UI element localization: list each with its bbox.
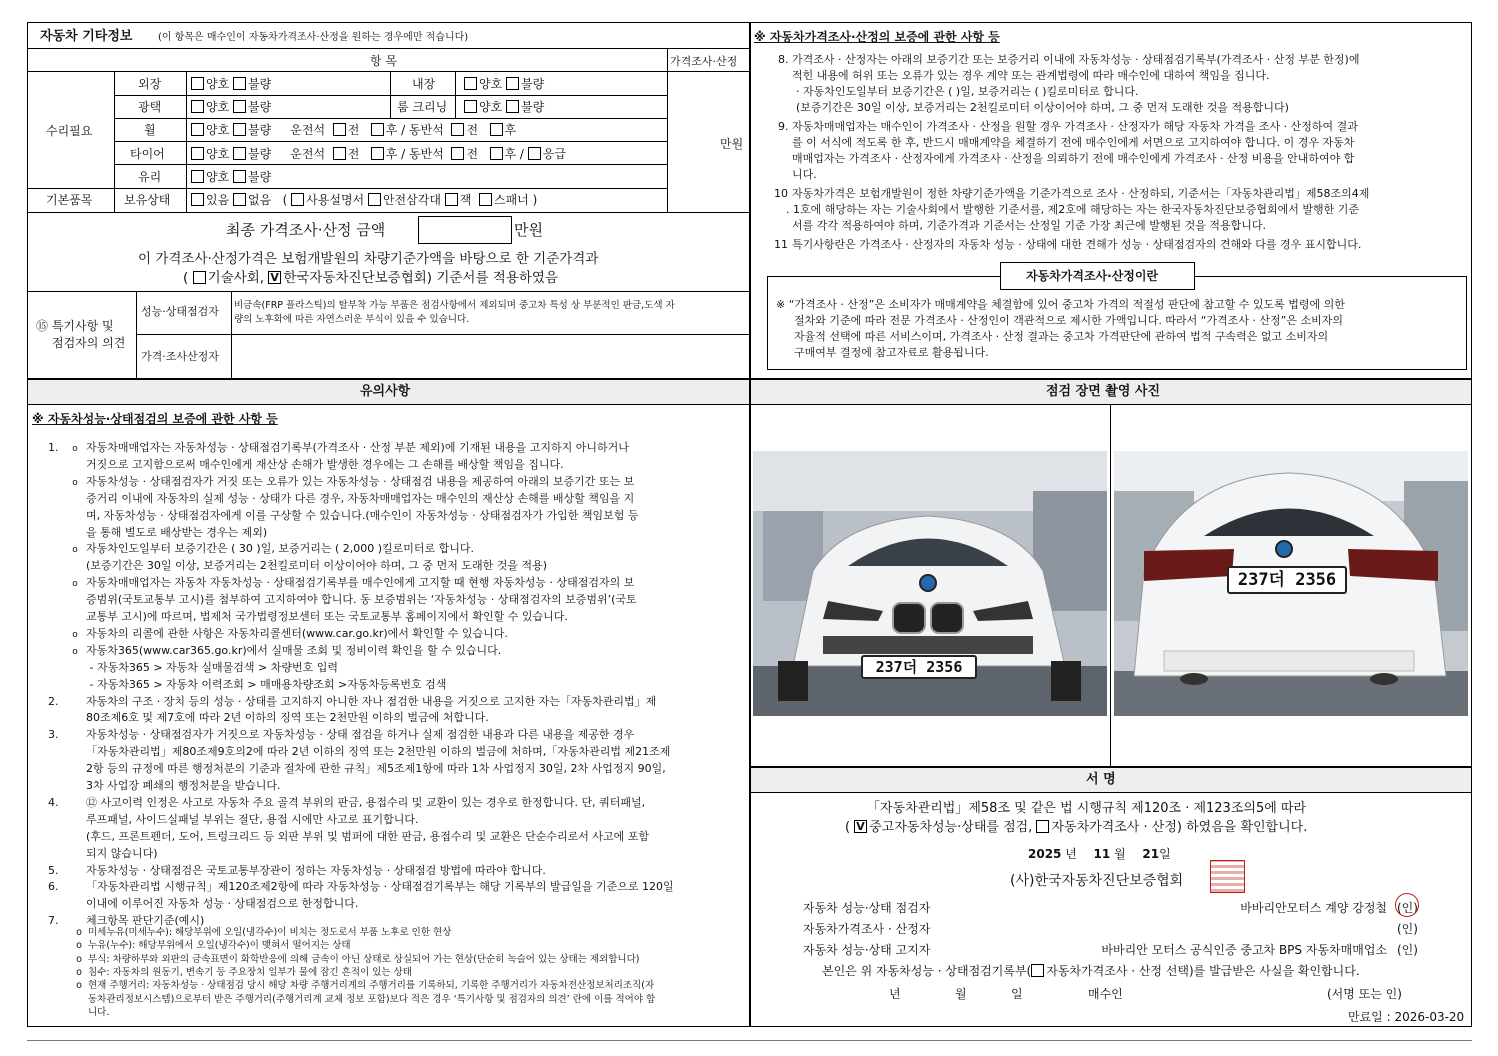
right-top-title: ※ 자동차가격조사·산정의 보증에 관한 사항 등	[754, 30, 1000, 44]
criteria-line	[70, 927, 451, 939]
criteria-bullet: o	[76, 953, 82, 965]
criteria-line	[70, 994, 655, 1006]
signer-role-label: 자동차 성능·상태 고지자	[803, 943, 931, 957]
glass-bad-checkbox[interactable]	[233, 170, 246, 183]
perf-opinion-line-2: 량의 노후화에 따른 자연스러운 부식이 있을 수 있습니다.	[234, 314, 470, 325]
row-room-clean-label: 룸 크리닝	[397, 100, 448, 114]
criteria-text: 침수: 자동차의 원동기, 변속기 등 주요장치 일부가 물에 잠긴 흔적이 있는 상태	[88, 966, 412, 978]
basic-items-options: 있음 없음 ( 사용설명서 안전삼각대 잭 스패너 )	[191, 193, 537, 207]
note-text: - 자동차365 > 자동차 이력조회 > 매매용차량조회 >자동차등록번호 검색	[86, 677, 447, 691]
item-10-line-2: . 1호에 해당하는 자는 기술사회에서 발행한 기준서를, 제2호에 해당하는 자는 한국자동차진단보증협회에서 발행한 기준	[786, 203, 1359, 216]
items-none-checkbox[interactable]	[233, 193, 246, 206]
note-text: 자동차의 리콜에 관한 사항은 자동차리콜센터(www.car.go.kr)에서 확인할 수 있습니다.	[86, 626, 508, 640]
note-line	[48, 695, 656, 709]
note-line	[48, 847, 158, 861]
tire-passenger-front-checkbox[interactable]	[451, 147, 464, 160]
item-8-line-3: · 자동차인도일부터 보증기간은 ( )일, 보증거리는 ( )킬로미터로 합니다.	[796, 85, 1139, 98]
note-line	[48, 458, 564, 472]
tire-driver-rear-checkbox[interactable]	[371, 147, 384, 160]
final-price-unit: 만원	[514, 221, 543, 239]
note-text: 자동차성능 · 상태점검자가 거짓으로 자동차성능 · 상태 점검을 하거나 실제 점검한 내용과 다른 내용을 제공한 경우	[86, 728, 635, 742]
row-exterior-options: 양호 불량	[191, 77, 271, 91]
note-line	[48, 796, 645, 810]
notes-title: 유의사항	[360, 384, 411, 399]
row-exterior-label: 외장	[138, 77, 162, 91]
item-9-line-2: 를 이 서식에 적도록 한 후, 반드시 매매계약을 체결하기 전에 매수인에게 서면으로 고지하여야 합니다. 이 경우 자동차	[792, 136, 1355, 149]
note-text: 2항 등의 규정에 따른 행정처분의 기준과 절차에 관한 규칙」제5조제1항에 따라 1차 사업정지 30일, 2차 사업정지 90일,	[86, 762, 666, 776]
price-assessor-label: 가격·조사산정자	[141, 350, 219, 363]
signer-role-label: 자동차 성능·상태 점검자	[803, 901, 931, 915]
final-price-input[interactable]	[418, 216, 512, 244]
association-seal	[1210, 860, 1245, 893]
items-have-checkbox[interactable]	[191, 193, 204, 206]
gloss-bad-checkbox[interactable]	[233, 100, 246, 113]
item-11-line-1: 특기사항란은 가격조사 · 산정자의 자동차 성능 · 상태에 대한 견해가 성능 · 상태점검자의 견해와 다를 경우 표시합니다.	[792, 238, 1362, 251]
check-perf-checkbox[interactable]	[854, 820, 867, 833]
item-8-num: 8.	[778, 53, 789, 66]
basic-items-label: 기본품목	[46, 193, 93, 207]
criteria-line	[70, 954, 639, 966]
note-line	[48, 627, 508, 642]
note-line	[48, 745, 670, 759]
buyer-date-month: 월	[955, 987, 967, 1001]
wheel-driver-rear-checkbox[interactable]	[371, 123, 384, 136]
price-definition-line-3: 자율적 선택에 따른 서비스이며, 가격조사 · 산정 결과는 중고차 가격판단에 관하여 법적 구속력은 없고 소비자의	[794, 330, 1329, 343]
criteria-line	[70, 980, 654, 992]
item-11-num: 11	[774, 238, 788, 251]
criteria-text: 니다.	[88, 1006, 110, 1018]
note-text: 체크항목 판단기준(예시)	[86, 914, 205, 928]
note-line	[48, 813, 419, 827]
wheel-passenger-rear-checkbox[interactable]	[490, 123, 503, 136]
wheel-good-checkbox[interactable]	[191, 123, 204, 136]
inspector-seal	[1395, 893, 1419, 917]
gloss-good-checkbox[interactable]	[191, 100, 204, 113]
note-line	[48, 830, 649, 844]
criteria-bullet: o	[76, 966, 82, 978]
note-number: 7.	[48, 914, 59, 928]
note-number: 4.	[48, 795, 59, 809]
note-bullet: o	[72, 579, 78, 590]
criteria-text: 동차관리정보시스템)으로부터 받은 주행거리(주행거리계 교체 정보 포함)보다 적은 경우 ‘특기사항 및 점검자의 의견’ 란에 이를 적어야 합	[88, 993, 656, 1005]
criteria-bullet: o	[76, 940, 82, 952]
association-name: (사)한국자동차진단보증협회	[1010, 873, 1184, 889]
note-text: (보증기간은 30일 이상, 보증거리는 2천킬로미터 이상이어야 하며, 그 중 먼저 도래한 것을 적용)	[86, 559, 548, 573]
room-clean-good-checkbox[interactable]	[464, 100, 477, 113]
note-text: 자동차매매업자는 자동차 자동차성능 · 상태점검기록부를 매수인에게 고지할 때 현행 자동차성능 · 상태점검자의 보	[86, 576, 635, 590]
tire-passenger-rear-checkbox[interactable]	[490, 147, 503, 160]
criteria-bullet: o	[76, 927, 82, 938]
note-line	[48, 880, 674, 894]
perf-opinion-line-1: 비금속(FRP 플라스틱)의 탈부착 가능 부품은 점검사항에서 제외되며 중고차 특성 상 부분적인 판금,도색 자	[234, 300, 675, 311]
note-text: ⑫ 사고이력 인정은 사고로 자동차 주요 골격 부위의 판금, 용접수리 및 교환이 있는 경우로 한정합니다. 단, 쿼터패널,	[86, 795, 646, 809]
criteria-text: 현재 주행거리: 자동차성능 · 상태점검 당시 해당 차량 주행거리계의 주행거리를 기록하되, 기록한 주행거리가 자동차전산정보처리조직(자	[88, 980, 655, 992]
note-line	[48, 644, 501, 659]
note-text: 80조제6호 및 제7호에 따라 2년 이하의 징역 또는 2천만원 이하의 벌금에 처합니다.	[86, 711, 489, 725]
row-glass-options: 양호 불량	[191, 170, 271, 184]
signer-role-label: 자동차가격조사 · 산정자	[803, 922, 931, 936]
note-number: 3.	[48, 728, 59, 742]
price-definition-title: 자동차가격조사·산정이란	[1026, 269, 1159, 283]
signature-law-line: 「자동차관리법」제58조 및 같은 법 시행규칙 제120조 · 제123조의5에 따라	[867, 801, 1307, 816]
other-info-subtitle: (이 항목은 매수인이 자동차가격조사·산정을 원하는 경우에만 적습니다)	[158, 32, 469, 43]
signer-seal-field[interactable]: (인)	[1397, 901, 1418, 915]
item-10-num: 10	[774, 187, 788, 200]
row-wheel-options: 양호 불량 운전석 전 후 / 동반석 전 후	[191, 123, 516, 137]
buyer-sign-field[interactable]: (서명 또는 인)	[1327, 987, 1402, 1001]
price-definition-line-1: ※ “가격조사 · 산정”은 소비자가 매매계약을 체결함에 있어 중고차 가격의 적절성 판단에 참고할 수 있도록 법령에 의한	[776, 298, 1345, 311]
spanner-checkbox[interactable]	[479, 193, 492, 206]
wheel-driver-front-checkbox[interactable]	[333, 123, 346, 136]
row-gloss-options: 양호 불량	[191, 100, 271, 114]
note-line	[48, 661, 338, 675]
note-text: 증범위(국토교통부 고시)를 첨부하여 고지하여야 합니다. 동 보증범위는 ‘자동차성능 · 상태점검자의 보증범위’(국토	[86, 593, 637, 607]
row-glass-label: 유리	[138, 170, 162, 184]
special-label-1: ⑮ 특기사항 및	[36, 319, 114, 333]
triangle-checkbox[interactable]	[368, 193, 381, 206]
special-label-2: 점검자의 의견	[52, 336, 126, 350]
confirm-price-checkbox[interactable]	[1031, 964, 1044, 977]
criteria-text: 부식: 차량하부와 외판의 금속표면이 화학반응에 의해 금속이 아닌 상태로 상실되어 가는 현상(단순히 녹슬어 있는 상태는 제외합니다)	[88, 953, 640, 965]
row-interior-label: 내장	[412, 77, 436, 91]
note-line	[48, 593, 637, 607]
hold-status-label: 보유상태	[124, 193, 171, 207]
photos-title: 점검 장면 촬영 사진	[1046, 384, 1161, 399]
note-line	[48, 492, 634, 506]
buyer-date-year: 년	[889, 987, 901, 1001]
note-line	[48, 526, 267, 540]
note-line	[48, 762, 666, 776]
note-number: 5.	[48, 863, 59, 877]
row-gloss-label: 광택	[138, 100, 162, 114]
note-text: 증거리 이내에 자동차의 실제 성능 · 상태가 다른 경우, 자동차매매업자는 매수인의 재산상 손해를 배상할 책임을 지	[86, 491, 635, 505]
note-line	[48, 475, 634, 490]
note-text: 자동차365(www.car365.go.kr)에서 실매물 조회 및 정비이력 확인을 할 수 있습니다.	[86, 643, 502, 657]
signer-name: 바바리안 모터스 공식인증 중고차 BPS 자동차매매업소	[1101, 943, 1387, 957]
rear-car-photo	[1114, 451, 1468, 716]
note-line	[48, 678, 446, 692]
jack-checkbox[interactable]	[445, 193, 458, 206]
note-line	[48, 509, 639, 523]
room-clean-bad-checkbox[interactable]	[506, 100, 519, 113]
signature-check-line: ( V 중고자동차성능·상태를 점검, 자동차가격조사 · 산정) 하였음을 확인합니다.	[845, 820, 1307, 835]
front-car-photo	[753, 451, 1107, 716]
exterior-bad-checkbox[interactable]	[233, 77, 246, 90]
note-line	[48, 576, 634, 591]
basis-tech-checkbox[interactable]	[193, 271, 206, 284]
perf-inspector-label: 성능·상태점검자	[141, 305, 219, 318]
note-text: 자동차매매업자는 자동차성능 · 상태점검기록부(가격조사 · 산정 부분 제외)에 기재된 내용을 고지하지 아니하거나	[86, 441, 629, 454]
final-price-label: 최종 가격조사·산정 금액	[226, 221, 386, 239]
col-price-header: 가격조사·산정	[670, 55, 738, 68]
note-line	[48, 864, 546, 878]
tire-driver-front-checkbox[interactable]	[333, 147, 346, 160]
other-info-title: 자동차 기타정보	[40, 29, 133, 44]
note-text: 거짓으로 고지함으로써 매수인에게 재산상 손해가 발생한 경우에는 그 손해를 배상할 책임을 집니다.	[86, 457, 564, 471]
tire-emergency-checkbox[interactable]	[528, 147, 541, 160]
note-line	[48, 559, 547, 573]
glass-good-checkbox[interactable]	[191, 170, 204, 183]
price-definition-line-4: 구매여부 결정에 참고자료로 활용됩니다.	[794, 346, 989, 359]
row-interior-options: 양호 불량	[464, 77, 544, 91]
criteria-text: 누유(누수): 해당부위에서 오일(냉각수)이 맺혀서 떨어지는 상태	[88, 940, 351, 952]
signature-title: 서 명	[1086, 772, 1116, 787]
note-number: 1.	[48, 441, 59, 454]
note-text: - 자동차365 > 자동차 실매물검색 > 차량번호 입력	[86, 660, 339, 674]
signer-name: 바바리안모터스 계양 강정철	[1240, 901, 1387, 915]
note-line	[48, 779, 281, 793]
note-line	[48, 711, 489, 725]
item-9-line-3: 매매업자는 가격조사 · 산정자에게 가격조사 · 산정을 의뢰하기 전에 매수인에게 가격조사 · 산정 비용을 안내하여야 합	[792, 152, 1355, 165]
criteria-line	[70, 1007, 109, 1019]
rear-license-plate: 237더 2356	[1227, 566, 1347, 594]
basis-line-1: 이 가격조사·산정가격은 보험개발원의 차량기준가액을 바탕으로 한 기준가격과	[138, 251, 599, 267]
note-bullet: o	[72, 444, 78, 454]
signer-seal-field[interactable]: (인)	[1397, 943, 1418, 957]
row-tire-label: 타이어	[130, 147, 165, 161]
buyer-label: 매수인	[1088, 987, 1123, 1001]
interior-good-checkbox[interactable]	[464, 77, 477, 90]
wheel-bad-checkbox[interactable]	[233, 123, 246, 136]
notes-subtitle: ※ 자동차성능·상태점검의 보증에 관한 사항 등	[32, 412, 278, 426]
item-8-line-1: 가격조사 · 산정자는 아래의 보증기간 또는 보증거리 이내에 자동차성능 · 상태점검기록부(가격조사 · 산정 부분 한정)에	[792, 53, 1360, 66]
item-10-line-3: 서를 각각 적용하여야 하며, 기준가격과 기준서는 산정일 기준 가장 최근에 발행된 것을 적용합니다.	[792, 219, 1266, 232]
note-text: 이내에 이루어진 자동차 성능 · 상태점검으로 한정합니다.	[86, 897, 359, 911]
item-8-line-2: 적힌 내용에 허위 또는 오류가 있는 경우 계약 또는 관계법령에 따라 매수인에 대하여 책임을 집니다.	[792, 69, 1270, 82]
repair-needed-label: 수리필요	[46, 124, 93, 138]
item-9-line-1: 자동차매매업자는 매수인이 가격조사 · 산정을 원할 경우 가격조사 · 산정자가 해당 자동차 가격을 조사 · 산정하여 결과	[792, 120, 1358, 133]
item-9-num: 9.	[778, 120, 789, 133]
item-10-line-1: 자동차가격은 보험개발원이 정한 차량기준가액을 기준가격으로 조사 · 산정하되, 기준서는「자동차관리법」제58조의4제	[792, 187, 1370, 200]
note-bullet: o	[72, 629, 78, 640]
note-text: 며, 자동차성능 · 상태점검자에게 이를 구상할 수 있습니다.(매수인이 자동차성능 · 상태점검자가 가입한 책임보험 등	[86, 508, 639, 522]
note-text: 교통부 고시)에 따르며, 법제처 국가법령정보센터 또는 국토교통부 홈페이지에서 확인할 수 있습니다.	[86, 610, 568, 623]
note-line	[48, 441, 629, 456]
criteria-line	[70, 967, 412, 979]
basis-kaa-checkbox[interactable]	[268, 271, 281, 284]
row-room-clean-options: 양호 불량	[464, 100, 544, 114]
tire-good-checkbox[interactable]	[191, 147, 204, 160]
note-text: 「자동차관리법」제80조제9호의2에 따라 2년 이하의 징역 또는 2천만원 이하의 벌금에 처하며,「자동차관리법 제21조제	[86, 745, 671, 759]
price-definition-line-2: 절차와 기준에 따라 전문 가격조사 · 산정인이 객관적으로 제시한 가액입니다. 따라서 “가격조사 · 산정”은 소비자의	[794, 314, 1344, 327]
note-text: 자동차성능 · 상태점검은 국토교통부장관이 정하는 자동차성능 · 상태점검 방법에 따라야 합니다.	[86, 863, 546, 877]
note-line	[48, 610, 568, 624]
price-unit-label: 만원	[720, 137, 744, 151]
expiry-date: 만료일 : 2026-03-20	[1348, 1010, 1465, 1024]
basis-line-2: ( 기술사회, V 한국자동차진단보증협회) 기준서를 적용하였음	[183, 270, 558, 286]
signature-date: 2025 년 11 월 21일	[1028, 847, 1171, 861]
item-8-line-4: (보증기간은 30일 이상, 보증거리는 2천킬로미터 이상이어야 하며, 그 중 먼저 도래한 것을 적용합니다)	[796, 101, 1289, 114]
confirm-line: 본인은 위 자동차성능 · 상태점검기록부( 자동차가격조사 · 산정 선택)를 발급받은 사실을 확인합니다.	[822, 964, 1360, 978]
row-wheel-label: 휠	[144, 123, 156, 137]
note-text: 3차 사업장 폐쇄의 행정처분을 받습니다.	[86, 779, 281, 792]
note-line	[48, 728, 634, 742]
check-price-checkbox[interactable]	[1036, 820, 1049, 833]
tire-bad-checkbox[interactable]	[233, 147, 246, 160]
note-text: 자동차의 구조 · 장치 등의 성능 · 상태를 고지하지 아니한 자나 점검한 내용을 거짓으로 고지한 자는「자동차관리법」제	[86, 694, 657, 708]
buyer-date-day: 일	[1011, 987, 1023, 1001]
note-text: 루프패널, 사이드실패널 부위는 절단, 용접 시에만 사고로 표기합니다.	[86, 812, 419, 826]
criteria-bullet: o	[76, 980, 82, 992]
note-bullet: o	[72, 477, 78, 488]
row-tire-options: 양호 불량 운전석 전 후 / 동반석 전 후 / 응급	[191, 147, 566, 161]
note-text: (후드, 프론트펜더, 도어, 트렁크리드 등 외판 부위 및 범퍼에 대한 판금, 용접수리 및 교환은 단순수리로서 사고에 포함	[86, 829, 650, 843]
col-item-header: 항 목	[370, 54, 397, 68]
note-number: 2.	[48, 694, 59, 708]
criteria-line	[70, 940, 351, 952]
note-bullet: o	[72, 646, 78, 657]
note-text: 되지 않습니다)	[86, 846, 158, 860]
note-line	[48, 542, 474, 557]
wheel-passenger-front-checkbox[interactable]	[451, 123, 464, 136]
note-text: 자동차인도일부터 보증기간은 ( 30 )일, 보증거리는 ( 2,000 )킬로미터로 합니다.	[86, 542, 475, 556]
signer-seal-field[interactable]: (인)	[1397, 922, 1418, 936]
note-number: 6.	[48, 880, 59, 894]
note-text: 「자동차관리법 시행규칙」제120조제2항에 따라 자동차성능 · 상태점검기록부는 해당 기록부의 발급일을 기준으로 120일	[86, 880, 674, 894]
note-line	[48, 897, 358, 911]
exterior-good-checkbox[interactable]	[191, 77, 204, 90]
note-bullet: o	[72, 545, 78, 556]
interior-bad-checkbox[interactable]	[506, 77, 519, 90]
manual-checkbox[interactable]	[291, 193, 304, 206]
note-text: 자동차성능 · 상태점검자가 거짓 또는 오류가 있는 자동차성능 · 상태점검 내용을 제공하여 아래의 보증기간 또는 보	[86, 474, 635, 488]
item-9-line-4: 니다.	[792, 168, 817, 181]
criteria-text: 미세누유(미세누수): 해당부위에 오일(냉각수)이 비치는 정도로서 부품 노후로 인한 현상	[88, 927, 452, 938]
front-license-plate: 237더 2356	[861, 655, 977, 679]
note-text: 을 통해 별도로 배상받는 경우는 제외)	[86, 525, 268, 539]
